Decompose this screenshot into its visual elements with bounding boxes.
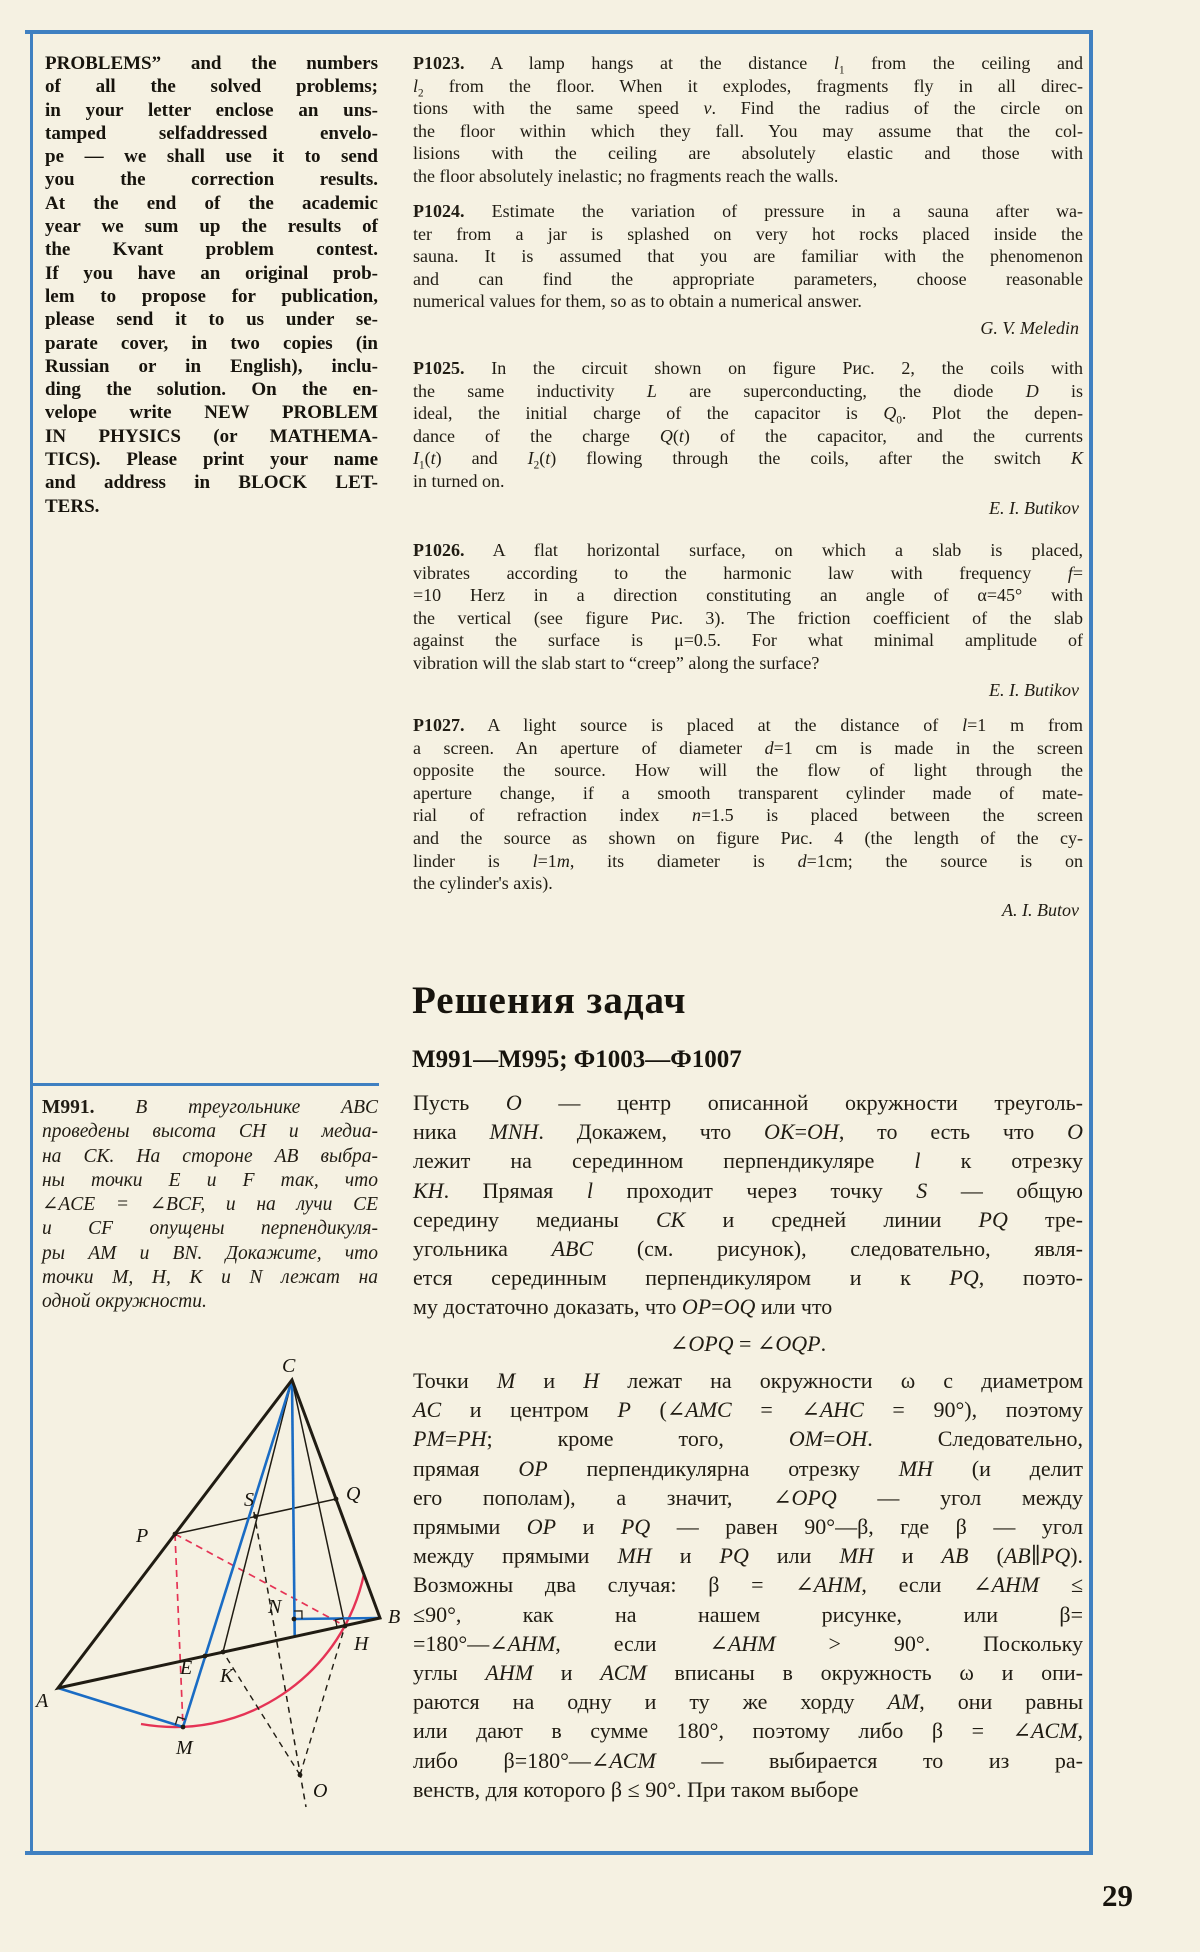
text-line: linder is l=1m, its diameter is d=1cm; the source is on [413, 850, 1083, 871]
segment-ok-dashed [223, 1652, 300, 1775]
problem-text [413, 539, 1083, 675]
text-line: and can find the appropriate parameters, choose reasonable [413, 268, 1083, 289]
figure-label-q: Q [346, 1483, 361, 1505]
radius-pm-dashed [175, 1534, 183, 1727]
text-line: TICS). Please print your name [45, 449, 378, 471]
text-line: Точки M и H лежат на окружности ω с диаметром [413, 1368, 1083, 1393]
text-line: in turned on. [413, 470, 505, 491]
text-line: the cylinder's axis). [413, 873, 553, 894]
text-line: a screen. An aperture of diameter d=1 cm is made in the screen [413, 737, 1083, 758]
text-line: М991. В треугольнике ABC [42, 1097, 378, 1118]
text-line: vibration will the slab start to “creep” along the surface? [413, 652, 820, 673]
text-line: the floor within which they fall. You may assume that the col- [413, 120, 1083, 141]
text-line: между прямыми MH и PQ или MH и AB (AB∥PQ). [413, 1543, 1084, 1569]
figure-label-a: A [36, 1690, 49, 1712]
author-credit: E. I. Butikov [989, 497, 1079, 518]
perp-bisector-l-dashed [252, 1501, 306, 1807]
top-rule [25, 30, 1092, 34]
text-line: of all the solved problems; [45, 76, 378, 98]
text-line: =180°—∠AHM, если ∠AHM > 90°. Поскольку [413, 1630, 1084, 1656]
problem-text [413, 357, 1083, 493]
problem-text [413, 52, 1083, 188]
text-line: и CF опущены перпендикуля- [42, 1218, 378, 1240]
text-line: P1027. A light source is placed at the distance of l=1 m from [413, 715, 1083, 735]
text-line: =10 Herz in a direction constituting an angle of α=45° with [413, 585, 1083, 606]
point-o [298, 1773, 303, 1778]
text-line: P1023. A lamp hangs at the distance $l_1$ from the ceiling and [413, 53, 1084, 77]
segment-bn [294, 1618, 380, 1619]
text-line: lem to propose for publication, [45, 285, 378, 307]
point-e [203, 1654, 208, 1659]
text-line: или дают в сумме 180°, поэтому либо β = ∠ACM, [413, 1718, 1083, 1744]
text-line: $l_2$ from the floor. When it explodes, fragments fly in all direc- [413, 75, 1083, 100]
page-number: 29 [1102, 1878, 1133, 1913]
text-line: the same inductivity L are superconducting, the diode D is [413, 380, 1083, 401]
text-line: середину медианы CK и средней линии PQ тре- [413, 1206, 1083, 1232]
text-line: tamped selfaddressed envelo- [45, 122, 378, 144]
point-s [253, 1514, 258, 1519]
segment-am [58, 1688, 183, 1727]
circle-omega-arc [141, 1574, 364, 1727]
text-line: At the end of the academic [45, 192, 378, 214]
text-line: IN PHYSICS (or MATHEMA- [45, 425, 378, 447]
figure-label-s: S [244, 1489, 254, 1511]
figure-label-o: O [313, 1780, 328, 1802]
text-line: parate cover, in two copies (in [45, 332, 378, 354]
text-line: ter from a jar is splashed on very hot rocks placed inside the [413, 223, 1083, 244]
triangle-abc [58, 1380, 380, 1688]
text-line: проведены высота CH и медиа- [42, 1121, 378, 1143]
problem-p1024 [413, 200, 1083, 340]
text-line: year we sum up the results of [45, 216, 378, 238]
m991-separator-rule [31, 1083, 379, 1086]
point-k [221, 1650, 226, 1655]
text-line: Пусть O — центр описанной окружности треуголь- [413, 1090, 1083, 1115]
figure-label-m: M [176, 1737, 193, 1759]
text-line: please send it to us under se- [45, 309, 378, 331]
solutions-heading: Решения задач [412, 979, 687, 1022]
problem-m991 [42, 1096, 378, 1315]
segment-oh-dashed [300, 1626, 345, 1775]
text-line: $I_1(t)$ and $I_2(t)$ flowing through the coils, after the switch K [413, 448, 1083, 472]
text-line: PM=PH; кроме того, OM=OH. Следовательно, [413, 1426, 1084, 1452]
text-line: the floor absolutely inelastic; no fragments reach the walls. [413, 165, 839, 186]
solution-paragraph-2 [413, 1366, 1083, 1804]
figure-label-e: E [180, 1657, 193, 1679]
text-line: P1026. A flat horizontal surface, on which a slab is placed, [413, 540, 1083, 560]
text-line: ника MNH. Докажем, что OK=OH, то есть что O [413, 1119, 1083, 1145]
figure-label-p: P [136, 1525, 149, 1547]
text-line: aperture change, if a smooth transparent cylinder made of mate- [413, 782, 1083, 803]
solutions-range-subheading: М991—М995; Ф1003—Ф1007 [412, 1046, 742, 1073]
text-line: sauna. It is assumed that you are familiar with the phenomenon [413, 246, 1083, 267]
text-line: му достаточно доказать, что OP=OQ или что [413, 1294, 833, 1320]
text-line: лежит на серединном перпендикуляре l к отрезку [413, 1148, 1083, 1174]
figure-label-k: K [220, 1665, 234, 1687]
text-line: numerical values for them, so as to obtain a numerical answer. [413, 291, 862, 312]
text-line: ры AM и BN. Докажите, что [42, 1242, 378, 1264]
text-line: AC и центром P (∠AMC = ∠AHC = 90°), поэтому [413, 1397, 1083, 1423]
figure-label-h: H [354, 1633, 369, 1655]
text-line: you the correction results. [45, 169, 378, 191]
text-line: P1025. In the circuit shown on figure Рис. 2, the coils with [413, 358, 1083, 378]
figure-label-c: C [282, 1355, 296, 1377]
text-line: tions with the same speed v. Find the radius of the circle on [413, 98, 1083, 119]
text-line: pe — we shall use it to send [45, 146, 378, 168]
point-p [173, 1532, 178, 1537]
text-line: vibrates according to the harmonic law with frequency f= [413, 562, 1083, 583]
text-line: Russian or in English), inclu- [45, 355, 378, 377]
bottom-rule [25, 1851, 1093, 1855]
text-line: KH. Прямая l проходит через точку S — общую [413, 1177, 1083, 1203]
text-line: in your letter enclose an uns- [45, 99, 378, 121]
text-line: against the surface is μ=0.5. For what minimal amplitude of [413, 630, 1083, 651]
text-line: P1024. Estimate the variation of pressure in a sauna after wa- [413, 201, 1083, 221]
text-line: либо β=180°—∠ACM — выбирается то из ра- [413, 1747, 1084, 1773]
text-line: его пополам), а значит, ∠OPQ — угол между [413, 1484, 1083, 1510]
problem-p1026 [413, 539, 1083, 701]
figure-label-n: N [268, 1596, 282, 1618]
text-line: PROBLEMS” and the numbers [45, 53, 378, 74]
text-line: на CK. На стороне AB выбра- [42, 1145, 378, 1167]
text-line: opposite the source. How will the flow of light through the [413, 760, 1083, 781]
geometry-figure [30, 1330, 430, 1830]
point-m [181, 1725, 186, 1730]
text-line: угольника ABC (см. рисунок), следовательно, явля- [413, 1236, 1083, 1262]
problem-p1025 [413, 357, 1083, 519]
author-credit: E. I. Butikov [989, 679, 1079, 700]
point-q [334, 1497, 339, 1502]
text-line: ется серединным перпендикуляром и к PQ, поэто- [413, 1265, 1084, 1291]
text-line: If you have an original prob- [45, 262, 378, 284]
geometry-figure-svg [30, 1330, 430, 1830]
text-line: ны точки E и F так, что [42, 1169, 378, 1191]
text-line: ≤90°, как на нашем рисунке, или β= [413, 1601, 1083, 1627]
text-line: and address in BLOCK LET- [45, 472, 378, 494]
right-rule [1089, 30, 1093, 1854]
text-line: одной окружности. [42, 1291, 207, 1313]
text-line: ∠ACE = ∠BCF, и на лучи CE [42, 1194, 378, 1216]
text-line: rial of refraction index n=1.5 is placed between the screen [413, 805, 1083, 826]
problem-text [413, 714, 1083, 895]
text-line: TERS. [45, 495, 100, 517]
problem-p1023 [413, 52, 1083, 188]
text-line: velope write NEW PROBLEM [45, 402, 378, 424]
problem-text [413, 200, 1083, 313]
solution-paragraph-1 [413, 1088, 1083, 1322]
author-credit: G. V. Meledin [980, 317, 1079, 338]
text-line: венств, для которого β ≤ 90°. При таком выборе [413, 1776, 859, 1802]
text-line: dance of the charge Q(t) of the capacitor, and the currents [413, 425, 1084, 446]
text-line: the Kvant problem contest. [45, 239, 378, 261]
text-line: lisions with the ceiling are absolutely elastic and those with [413, 143, 1083, 164]
text-line: точки M, H, K и N лежат на [42, 1267, 378, 1289]
text-line: раются на одну и ту же хорду AM, они равны [413, 1689, 1083, 1715]
text-line: Возможны два случая: β = ∠AHM, если ∠AHM ≤ [413, 1572, 1084, 1598]
text-line: ideal, the initial charge of the capacitor is $Q_0$. Plot the depen- [413, 403, 1084, 427]
problem-p1027 [413, 714, 1083, 921]
ray-ce-to-m [183, 1380, 292, 1727]
text-line: прямая OP перпендикулярна отрезку MH (и делит [413, 1455, 1083, 1481]
author-credit: A. I. Butov [1002, 899, 1079, 920]
text-line: ding the solution. On the en- [45, 379, 378, 401]
text-line: углы AHM и ACM вписаны в окружность ω и опи- [413, 1660, 1084, 1686]
submission-notice [45, 52, 378, 518]
text-line: the vertical (see figure Рис. 3). The friction coefficient of the slab [413, 607, 1083, 628]
solution-equation: ∠OPQ = ∠OQP. [669, 1331, 827, 1356]
figure-label-b: B [388, 1606, 401, 1628]
text-line: and the source as shown on figure Рис. 4 (the length of the cy- [413, 827, 1083, 848]
point-h [343, 1624, 348, 1629]
text-line: прямыми OP и PQ — равен 90°—β, где β — угол [413, 1514, 1084, 1540]
point-n [292, 1617, 297, 1622]
